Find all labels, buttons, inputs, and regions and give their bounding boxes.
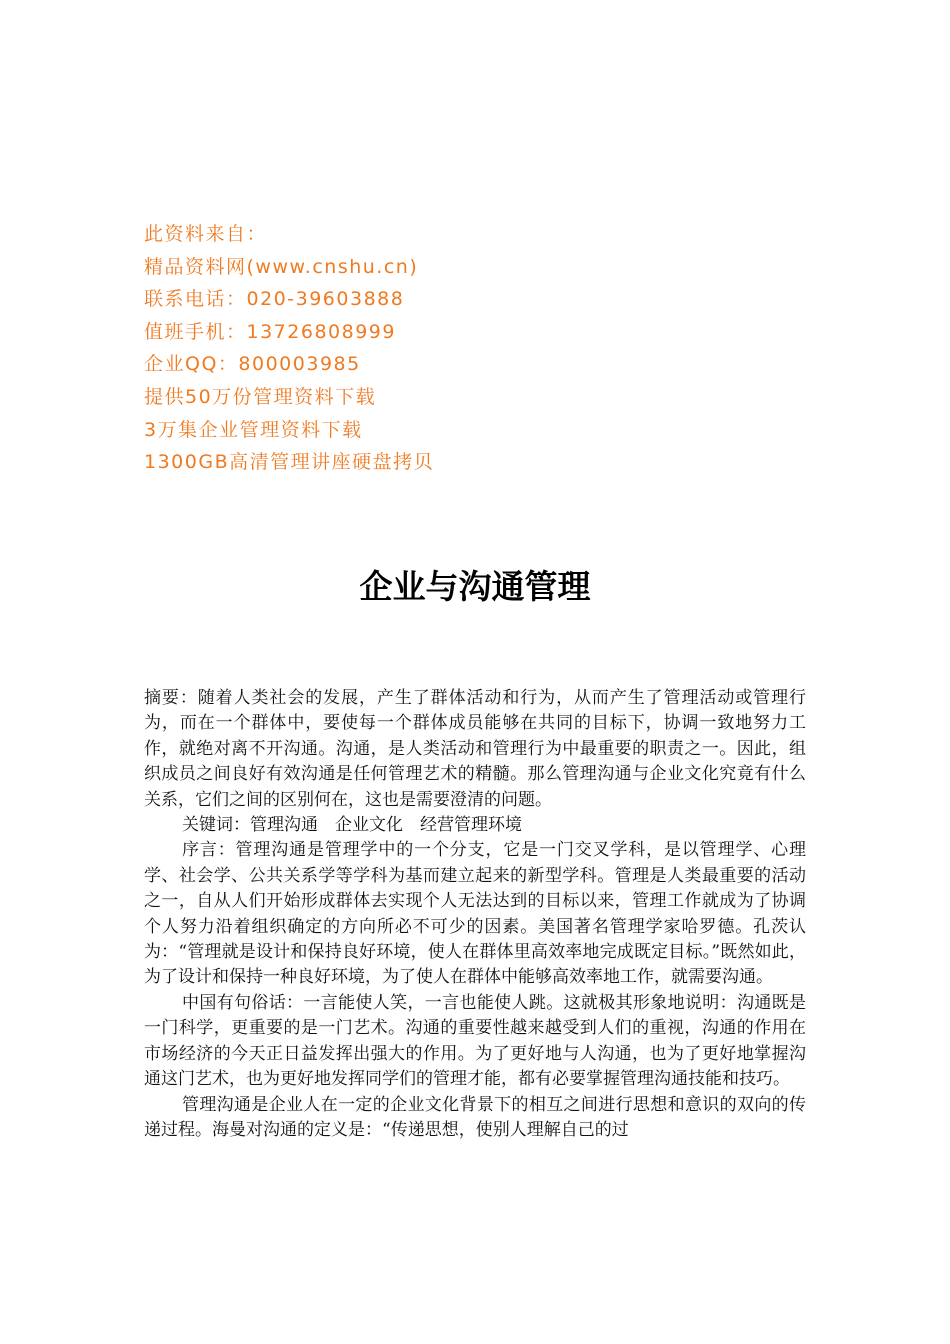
source-phone-line: 联系电话：020-39603888 <box>144 288 405 311</box>
source-qq-line: 企业QQ：800003985 <box>144 353 361 376</box>
source-info-block <box>144 218 744 479</box>
source-website-line: 精品资料网(www.cnshu.cn) <box>144 255 419 278</box>
source-offer-line-3: 1300GB高清管理讲座硬盘拷贝 <box>144 451 435 474</box>
document-body <box>144 686 806 1143</box>
keywords-paragraph: 关键词：管理沟通 企业文化 经营管理环境 <box>182 815 522 836</box>
source-offer-line-2: 3万集企业管理资料下载 <box>144 418 363 441</box>
body-paragraph: 中国有句俗话：一言能使人笑，一言也能使人跳。这就极其形象地说明：沟通既是一门科学，更重要的是一门艺术。沟通的重要性越来越受到人们的重视，沟通的作用在市场经济的今天正日益发挥出强大的作用。为了更好地与人沟通，也为了更好地掌握沟通这门艺术，也为更好地发挥同学们的管理才能，都有必要掌握管理沟通技能和技巧。 <box>144 992 806 1090</box>
document-title: 企业与沟通管理 <box>359 567 591 606</box>
abstract-paragraph: 摘要：随着人类社会的发展，产生了群体活动和行为，从而产生了管理活动或管理行为，而在一个群体中，要使每一个群体成员能够在共同的目标下，协调一致地努力工作，就绝对离不开沟通。沟通，是人类活动和管理行为中最重要的职责之一。因此，组织成员之间良好有效沟通是任何管理艺术的精髓。那么管理沟通与企业文化究竟有什么关系，它们之间的区别何在，这也是需要澄清的问题。 <box>144 688 806 810</box>
source-mobile-line: 值班手机：13726808999 <box>144 320 396 343</box>
source-info-heading: 此资料来自： <box>144 223 268 245</box>
body-paragraph: 管理沟通是企业人在一定的企业文化背景下的相互之间进行思想和意识的双向的传递过程。海曼对沟通的定义是：“传递思想，使别人理解自己的过 <box>144 1094 806 1140</box>
preface-paragraph: 序言：管理沟通是管理学中的一个分支，它是一门交叉学科，是以管理学、心理学、社会学、公共关系学等学科为基而建立起来的新型学科。管理是人类最重要的活动之一，自从人们开始形成群体去实现个人无法达到的目标以来，管理工作就成为了协调个人努力沿着组织确定的方向所必不可少的因素。美国著名管理学家哈罗德。孔茨认为：“管理就是设计和保持良好环境，使人在群体里高效率地完成既定目标。”既然如此，为了设计和保持一种良好环境，为了使人在群体中能够高效率地工作，就需要沟通。 <box>144 840 806 988</box>
source-offer-line-1: 提供50万份管理资料下载 <box>144 385 377 408</box>
